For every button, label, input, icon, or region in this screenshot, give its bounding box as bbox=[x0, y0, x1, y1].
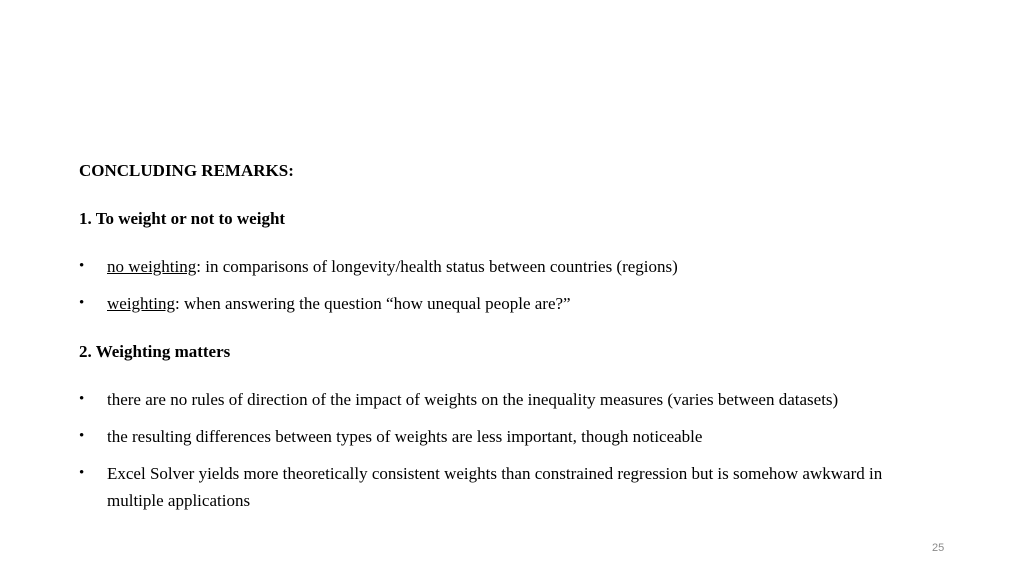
section-2-heading: 2. Weighting matters bbox=[79, 342, 231, 361]
bullet-item bbox=[79, 423, 959, 450]
bullet-term: no weighting bbox=[107, 257, 197, 276]
bullet-item bbox=[79, 386, 959, 413]
bullet-text: Excel Solver yields more theoretically consistent weights than constrained regression but is somehow awkward in multiple applications bbox=[107, 464, 883, 510]
section-1-heading: 1. To weight or not to weight bbox=[79, 209, 286, 228]
bullet-text: there are no rules of direction of the impact of weights on the inequality measures (varies between datasets) bbox=[107, 390, 839, 409]
bullet-glyph: • bbox=[79, 391, 85, 407]
bullet-glyph: • bbox=[79, 428, 85, 444]
bullet-glyph: • bbox=[79, 258, 85, 274]
bullet-rest: : in comparisons of longevity/health status between countries (regions) bbox=[196, 257, 678, 276]
bullet-glyph: • bbox=[79, 465, 85, 481]
bullet-text bbox=[107, 290, 959, 317]
slide-title: CONCLUDING REMARKS: bbox=[79, 161, 294, 180]
bullet-item bbox=[79, 253, 959, 280]
bullet-rest: : when answering the question “how unequal people are?” bbox=[175, 294, 571, 313]
page-number: 25 bbox=[932, 542, 945, 554]
bullet-glyph: • bbox=[79, 295, 85, 311]
bullet-term: weighting bbox=[107, 294, 175, 313]
bullet-item bbox=[79, 290, 959, 317]
bullet-item bbox=[79, 460, 899, 514]
bullet-text bbox=[107, 253, 959, 280]
bullet-text: the resulting differences between types of weights are less important, though noticeable bbox=[107, 427, 703, 446]
